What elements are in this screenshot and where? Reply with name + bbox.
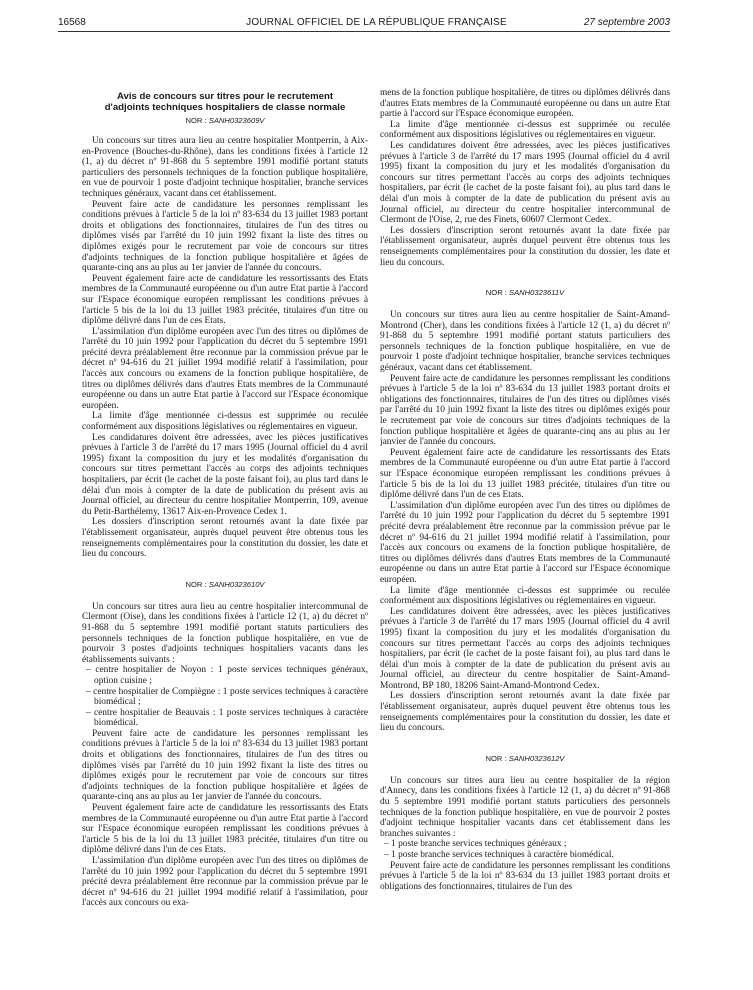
paragraph: Peuvent également faire acte de candidature les ressortissants des Etats membres de la Communauté européenne ou d'un autre Etat partie à l'accord sur l'Espace économique européen remplissant les conditions prévues à l'article 5 bis de la loi du 13 juillet 1983 précitée, titulaires d'un titre ou diplôme délivré dans l'un de ces Etats.	[380, 447, 670, 501]
header-rule	[58, 31, 670, 32]
notice-title-line2: d'adjoints techniques hospitaliers de classe normale	[104, 102, 346, 113]
paragraph: Un concours sur titres aura lieu au centre hospitalier Montperrin, à Aix-en-Provence (Bouches-du-Rhône), dans les conditions fixées à l'article 12 (1, a) du décret nº 91-868 du 5 septembre 1991 modifié portant statuts particuliers des personnels techniques de la fonction publique hospitalière, en vue de pourvoir 1 poste d'adjoint technique hospitalier, branche services techniques généraux, vacant dans cet établissement.	[82, 136, 368, 199]
list-item: – 1 poste branche services techniques généraux ;	[384, 839, 567, 850]
running-head	[0, 0, 753, 38]
paragraph: Un concours sur titres aura lieu au centre hospitalier intercommunal de Clermont (Oise), dans les conditions fixées à l'article 12 (1, a) du décret nº 91-868 du 5 septembre 1991 modifié portant statuts particuliers des personnels techniques de la fonction publique hospitalière, en vue de pourvoir 3 postes d'adjoints techniques hospitaliers vacants dans les établissements suivants :	[82, 601, 368, 665]
nor-code: SANH0323611V	[509, 288, 565, 298]
paragraph: L'assimilation d'un diplôme européen avec l'un des titres ou diplômes de l'arrêté du 10 juin 1992 pour l'application du décret du 5 septembre 1991 précité devra préalablement être reconnue par la commission prévue par le décret nº 94-616 du 21 juillet 1994 modifié relatif à l'assimilation, pour l'accès aux concours ou exa-	[82, 856, 368, 909]
nor-code: SANH0323610V	[208, 579, 265, 589]
nor-label: NOR :	[185, 116, 207, 125]
paragraph: Peuvent également faire acte de candidature les ressortissants des Etats membres de la Communauté européenne ou d'un autre Etat partie à l'accord sur l'Espace économique européen remplissant les conditions prévues à l'article 5 bis de la loi du 13 juillet 1983 précitée, titulaires d'un titre ou diplôme délivré dans l'un de ces Etats.	[82, 803, 368, 856]
paragraph: Un concours sur titres aura lieu au centre hospitalier de Saint-Amand-Montrond (Cher), dans les conditions fixées à l'article 12 (1, a) du décret nº 91-868 du 5 septembre 1991 modifié portant statuts particuliers des personnels techniques de la fonction publique hospitalière, en vue de pourvoir 1 poste d'adjoint technique hospitalier, branche services techniques généraux, vacant dans cet établissement.	[380, 310, 670, 374]
paragraph: Les dossiers d'inscription seront retournés avant la date fixée par l'établissement organisateur, auprès duquel peuvent être obtenus tous les renseignements complémentaires pour la constitution du dossier, les date et lieu du concours.	[380, 691, 670, 734]
paragraph: Peuvent faire acte de candidature les personnes remplissant les conditions prévues à l'article 5 de la loi nº 83-634 du 13 juillet 1983 portant droits et obligations des fonctionnaires, titulaires de l'un des titres ou diplômes visés par l'arrêté du 10 juin 1992 fixant la liste des titres ou diplômes exigés pour le recrutement par voie de concours sur titres d'adjoints techniques de la fonction publique hospitalière et âgées de quarante-cinq ans au plus au 1er janvier de l'année du concours.	[82, 728, 368, 803]
notice-title	[82, 91, 368, 113]
list-item: – 1 poste branche services techniques à caractère biomédical.	[384, 850, 614, 860]
paragraph: Peuvent faire acte de candidature les personnes remplissant les conditions prévues à l'article 5 de la loi nº 83-634 du 13 juillet 1983 portant droits et obligations des fonctionnaires, titulaires de l'un des titres ou diplômes visés par l'arrêté du 10 juin 1992 fixant la liste des titres ou diplômes exigés pour le recrutement par voie de concours sur titres d'adjoints techniques de la fonction publique hospitalière et âgées de quarante-cinq ans au plus au 1er janvier de l'année du concours.	[380, 373, 670, 448]
paragraph: Peuvent également faire acte de candidature les ressortissants des Etats membres de la Communauté européenne ou d'un autre Etat partie à l'accord sur l'Espace économique européen remplissant les conditions prévues à l'article 5 bis de la loi du 13 juillet 1983 précitée, titulaires d'un titre ou diplôme délivré dans l'un de ces Etats.	[82, 273, 368, 327]
paragraph: La limite d'âge mentionnée ci-dessus est supprimée ou reculée conformément aux dispositions législatives ou réglementaires en vigueur.	[380, 585, 670, 607]
paragraph: L'assimilation d'un diplôme européen avec l'un des titres ou diplômes de l'arrêté du 10 juin 1992 pour l'application du décret du 5 septembre 1991 précité devra préalablement être reconnue par la commission prévue par le décret nº 94-616 du 21 juillet 1994 modifié relatif à l'assimilation, pour l'accès aux concours ou examens de la fonction publique hospitalière, de titres ou diplômes délivrés dans d'autres Etats membres de la Communauté européenne ou dans un autre Etat partie à l'accord sur l'Espace économique européen.	[82, 326, 368, 411]
paragraph: Les dossiers d'inscription seront retournés avant la date fixée par l'établissement organisateur, auprès duquel peuvent être obtenus tous les renseignements complémentaires pour la constitution du dossier, les date et lieu du concours.	[82, 517, 368, 560]
list-item: – centre hospitalier de Noyon : 1 poste services techniques généraux, option cuisine ;	[86, 665, 368, 686]
nor-reference	[82, 116, 368, 126]
issue-date: 27 septembre 2003	[583, 17, 670, 28]
paragraph: L'assimilation d'un diplôme européen avec l'un des titres ou diplômes de l'arrêté du 10 juin 1992 pour l'application du décret du 5 septembre 1991 précité devra préalablement être reconnue par la commission prévue par le décret nº 94-616 du 21 juillet 1994 modifié relatif à l'assimilation, pour l'accès aux concours ou examens de la fonction publique hospitalière, de titres ou diplômes délivrés dans d'autres Etats membres de la Communauté européenne ou dans un autre Etat partie à l'accord sur l'Espace économique européen.	[380, 500, 670, 585]
nor-reference	[380, 754, 670, 764]
left-column	[82, 89, 368, 984]
nor-label: NOR :	[485, 288, 507, 298]
paragraph: Les candidatures doivent être adressées, avec les pièces justificatives prévues à l'article 3 de l'arrêté du 17 mars 1995 (Journal officiel du 4 avril 1995) fixant la composition du jury et les modalités d'organisation du concours sur titres permettant l'accès au corps des adjoints techniques hospitaliers, par écrit (le cachet de la poste faisant foi), au plus tard dans le délai d'un mois à compter de la date de publication du présent avis au Journal officiel, au directeur du centre hospitalier intercommunal de Clermont de l'Oise, 2, rue des Finets, 60607 Clermont Cedex.	[380, 140, 670, 226]
paragraph: Les dossiers d'inscription seront retournés avant la date fixée par l'établissement organisateur, auprès duquel peuvent être obtenus tous les renseignements complémentaires pour la constitution du dossier, les date et lieu du concours.	[380, 225, 670, 268]
notice-title-line1: Avis de concours sur titres pour le recrutement	[116, 91, 334, 102]
list-item: – centre hospitalier de Beauvais : 1 poste services techniques à caractère biomédical.	[86, 707, 368, 729]
page-number: 16568	[58, 17, 86, 28]
nor-reference	[380, 288, 670, 298]
paragraph: Peuvent faire acte de candidature les personnes remplissant les conditions prévues à l'article 5 de la loi nº 83-634 du 13 juillet 1983 portant droits et obligations des fonctionnaires, titulaires de l'un des	[380, 860, 670, 892]
paragraph: La limite d'âge mentionnée ci-dessus est supprimée ou reculée conformément aux dispositions législatives ou réglementaires en vigueur.	[380, 119, 670, 141]
list-item: – centre hospitalier de Compiègne : 1 poste services techniques à caractère biomédical ;	[86, 686, 368, 708]
nor-reference	[82, 580, 368, 590]
nor-label: NOR :	[485, 753, 507, 763]
right-column	[380, 88, 670, 983]
nor-code: SANH0323609V	[208, 116, 265, 125]
paragraph: Les candidatures doivent être adressées, avec les pièces justificatives prévues à l'article 3 de l'arrêté du 17 mars 1995 (Journal officiel du 4 avril 1995) fixant la composition du jury et les modalités d'organisation du concours sur titres permettant l'accès au corps des adjoints techniques hospitaliers, par écrit (le cachet de la poste faisant foi), au plus tard dans le délai d'un mois à compter de la date de publication du présent avis au Journal officiel, au directeur du centre hospitalier Montperrin, 109, avenue du Petit-Barthélemy, 13617 Aix-en-Provence Cedex 1.	[82, 432, 368, 517]
paragraph: mens de la fonction publique hospitalière, de titres ou diplômes délivrés dans d'autres Etats membres de la Communauté européenne ou dans un autre Etat partie à l'accord sur l'Espace économique européen.	[380, 88, 670, 120]
paragraph: Peuvent faire acte de candidature les personnes remplissant les conditions prévues à l'article 5 de la loi nº 83-634 du 13 juillet 1983 portant droits et obligations des fonctionnaires, titulaires de l'un des titres ou diplômes visés par l'arrêté du 10 juin 1992 fixant la liste des titres ou diplômes exigés pour le recrutement par voie de concours sur titres d'adjoints techniques de la fonction publique hospitalière et âgées de quarante-cinq ans au plus au 1er janvier de l'année du concours.	[82, 199, 368, 274]
nor-code: SANH0323612V	[508, 753, 565, 763]
journal-title: JOURNAL OFFICIEL DE LA RÉPUBLIQUE FRANÇAISE	[246, 17, 507, 28]
paragraph: La limite d'âge mentionnée ci-dessus est supprimée ou reculée conformément aux dispositions législatives ou réglementaires en vigueur.	[82, 411, 368, 433]
nor-label: NOR :	[185, 579, 207, 589]
paragraph: Les candidatures doivent être adressées, avec les pièces justificatives prévues à l'article 3 de l'arrêté du 17 mars 1995 (Journal officiel du 4 avril 1995) fixant la composition du jury et les modalités d'organisation du concours sur titres permettant l'accès au corps des adjoints techniques hospitaliers, par écrit (le cachet de la poste faisant foi), au plus tard dans le délai d'un mois à compter de la date de publication du présent avis au Journal officiel, au directeur du centre hospitalier de Saint-Amand-Montrond, BP 180, 18206 Saint-Amand-Montrond Cedex.	[380, 606, 670, 691]
paragraph: Un concours sur titres aura lieu au centre hospitalier de la région d'Annecy, dans les conditions fixées à l'article 12 (1, a) du décret nº 91-868 du 5 septembre 1991 modifié portant statuts particuliers des personnels techniques de la fonction publique hospitalière, en vue de pourvoir 2 postes d'adjoint technique hospitalier vacants dans cet établissement dans les branches suivantes :	[380, 775, 670, 839]
